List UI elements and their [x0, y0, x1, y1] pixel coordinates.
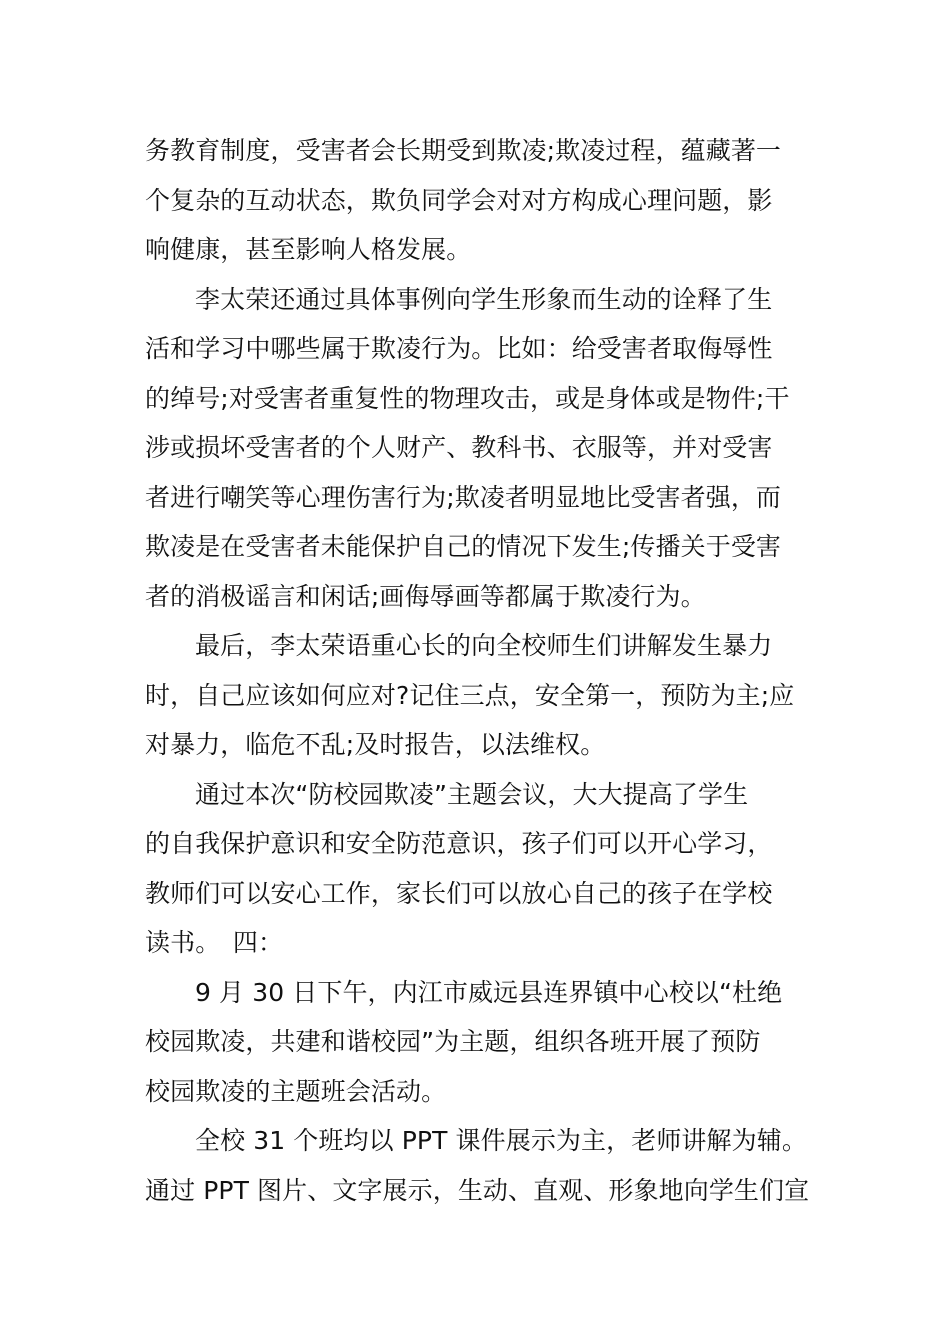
text-line: 校园欺凌，共建和谐校园”为主题，组织各班开展了预防: [145, 1027, 761, 1056]
text-line: 时，自己应该如何应对?记住三点，安全第一，预防为主;应: [145, 680, 795, 710]
text-line: 个复杂的互动状态，欺负同学会对对方构成心理问题，影: [145, 185, 773, 215]
text-line: 者的消极谣言和闲话;画侮辱画等都属于欺凌行为。: [145, 581, 706, 611]
text-line: 对暴力，临危不乱;及时报告，以法维权。: [145, 730, 606, 759]
text-line: 通过本次“防校园欺凌”主题会议，大大提高了学生: [195, 779, 749, 809]
document-body: [145, 126, 809, 1215]
text-line: 最后，李太荣语重心长的向全校师生们讲解发生暴力: [195, 631, 773, 660]
text-line: 教师们可以安心工作，家长们可以放心自己的孩子在学校: [145, 878, 773, 908]
text-line: 活和学习中哪些属于欺凌行为。比如：给受害者取侮辱性: [145, 334, 773, 363]
text-line: 务教育制度，受害者会长期受到欺凌;欺凌过程，蕴藏著一: [145, 136, 782, 165]
text-line: 李太荣还通过具体事例向学生形象而生动的诠释了生: [195, 284, 773, 314]
text-line: 通过 PPT 图片、文字展示，生动、直观、形象地向学生们宣: [145, 1175, 810, 1205]
text-line: 校园欺凌的主题班会活动。: [145, 1076, 447, 1106]
text-line: 读书。 四：: [145, 928, 284, 957]
text-line: 的绰号;对受害者重复性的物理攻击，或是身体或是物件;干: [145, 383, 790, 413]
text-line: 欺凌是在受害者未能保护自己的情况下发生;传播关于受害: [145, 532, 782, 561]
text-line: 响健康，甚至影响人格发展。: [145, 235, 472, 264]
text-line: 全校 31 个班均以 PPT 课件展示为主，老师讲解为辅。: [195, 1126, 807, 1155]
text-line: 9 月 30 日下午，内江市威远县连界镇中心校以“杜绝: [195, 977, 783, 1007]
text-line: 涉或损坏受害者的个人财产、教科书、衣服等，并对受害: [145, 433, 773, 462]
text-line: 者进行嘲笑等心理伤害行为;欺凌者明显地比受害者强，而: [145, 482, 782, 512]
text-line: 的自我保护意识和安全防范意识，孩子们可以开心学习，: [145, 829, 773, 858]
